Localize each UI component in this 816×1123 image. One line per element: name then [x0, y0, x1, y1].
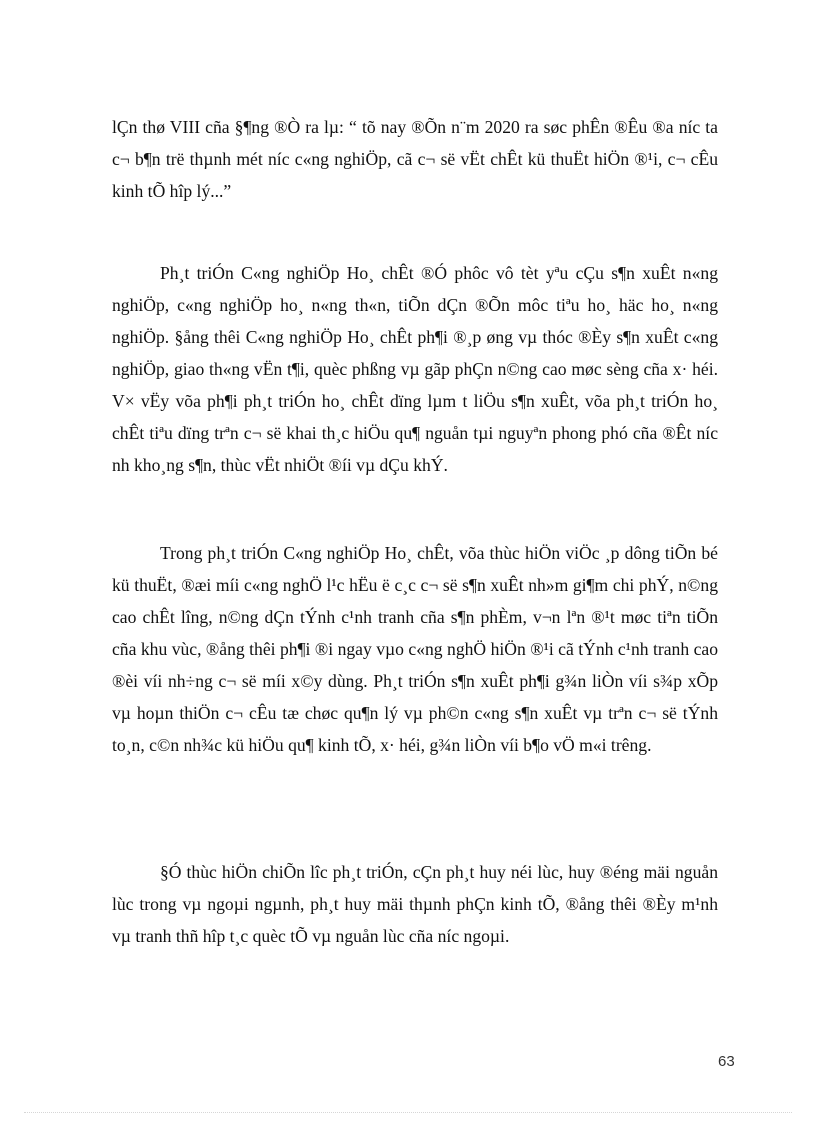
paragraph-strategy-implementation — [112, 856, 718, 952]
paragraph-continuation — [112, 111, 718, 207]
paragraph-text: Ph¸t triÓn C«ng nghiÖp Ho¸ chÊt ®Ó phôc vô tèt yªu cÇu s¶n xuÊt n«ng nghiÖp, c«ng nghiÖp ho¸ n«ng th«n, tiÕn dÇn ®Õn môc tiªu ho¸ häc ho¸ n«ng nghiÖp. §ång thêi C«ng nghiÖp Ho¸ chÊt ph¶i ®¸p øng vµ thóc ®Èy s¶n xuÊt c«ng nghiÖp, giao th«ng vËn t¶i, quèc phßng vµ gãp phÇn n©ng cao møc sèng cña x· héi. V× vËy võa ph¶i ph¸t triÓn ho¸ chÊt dïng lµm t liÖu s¶n xuÊt, võa ph¸t triÓn ho¸ chÊt tiªu dïng trªn c¬ së khai th¸c hiÖu qu¶ nguån tµi nguyªn phong phó cña ®Êt níc nh kho¸ng s¶n, thùc vËt nhiÖt ®íi vµ dÇu khÝ. — [112, 263, 718, 475]
paragraph-text: lÇn thø VIII cña §¶ng ®Ò ra lµ: “ tõ nay ®Õn n¨m 2020 ra søc phÊn ®Êu ®a níc ta c¬ b¶n trë thµnh mét níc c«ng nghiÖp, cã c¬ së vËt chÊt kü thuËt hiÖn ®¹i, c¬ cÊu kinh tÕ hîp lý...” — [112, 117, 718, 201]
paragraph-chemical-industry-goals — [112, 257, 718, 481]
page-bottom-divider — [24, 1112, 792, 1113]
paragraph-text: §Ó thùc hiÖn chiÕn lîc ph¸t triÓn, cÇn ph¸t huy néi lùc, huy ®éng mäi nguån lùc trong vµ ngoµi ngµnh, ph¸t huy mäi thµnh phÇn kinh tÕ, ®ång thêi ®Èy m¹nh vµ tranh thñ hîp t¸c quèc tÕ vµ nguån lùc cña níc ngoµi. — [112, 862, 718, 946]
page-number: 63 — [718, 1053, 735, 1070]
paragraph-text: Trong ph¸t triÓn C«ng nghiÖp Ho¸ chÊt, võa thùc hiÖn viÖc ¸p dông tiÕn bé kü thuËt, ®æi míi c«ng nghÖ l¹c hËu ë c¸c c¬ së s¶n xuÊt nh»m gi¶m chi phÝ, n©ng cao chÊt lîng, n©ng dÇn tÝnh c¹nh tranh cña s¶n phÈm, v¬n lªn ®¹t møc tiªn tiÕn cña khu vùc, ®ång thêi ph¶i ®i ngay vµo c«ng nghÖ hiÖn ®¹i cã tÝnh c¹nh tranh cao ®èi víi nh÷ng c¬ së míi x©y dùng. Ph¸t triÓn s¶n xuÊt ph¶i g¾n liÒn víi s¾p xÕp vµ hoµn thiÖn c¬ cÊu tæ chøc qu¶n lý vµ ph©n c«ng s¶n xuÊt vµ trªn c¬ së tÝnh to¸n, c©n nh¾c kü hiÖu qu¶ kinh tÕ, x· héi, g¾n liÒn víi b¶o vÖ m«i trêng. — [112, 543, 718, 755]
paragraph-technology-renewal — [112, 537, 718, 761]
